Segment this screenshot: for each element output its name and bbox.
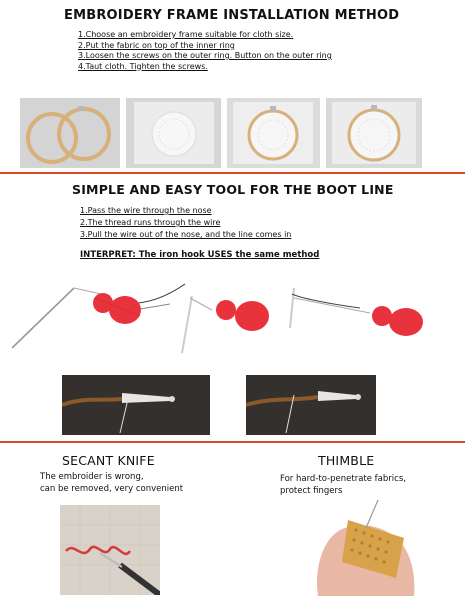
section2-step-2: 2.The thread runs through the wire (80, 218, 221, 227)
knife-title: SECANT KNIFE (62, 453, 155, 468)
photo-outer-ring (227, 98, 320, 168)
section1-step-3: 3.Loosen the screws on the outer ring. Button on the outer ring (78, 51, 332, 60)
section2-step-3: 3.Pull the wire out of the nose, and the line comes in (80, 230, 292, 239)
divider-2 (0, 441, 465, 443)
photo-threader-demo-2 (246, 375, 376, 435)
photo-fabric-on-ring (126, 98, 221, 168)
section1-steps (78, 30, 332, 72)
thimble-text-line-1: For hard-to-penetrate fabrics, (280, 474, 406, 484)
interpret-note: INTERPRET: The iron hook USES the same method (80, 250, 320, 260)
section2-step-1: 1.Pass the wire through the nose (80, 206, 212, 215)
photo-secant-knife (60, 505, 160, 595)
thimble-title: THIMBLE (318, 453, 375, 468)
section1-step-4: 4.Taut cloth. Tighten the screws. (78, 61, 208, 71)
photo-taut-cloth (326, 98, 422, 168)
photo-thimble (308, 500, 424, 596)
knife-description (40, 471, 183, 495)
section1-step-2: 2.Put the fabric on top of the inner ring (78, 40, 235, 50)
section2-steps (80, 205, 291, 241)
threader-illustration (0, 268, 465, 358)
thimble-text-line-2: protect fingers (280, 486, 343, 496)
photo-threader-demo-1 (62, 375, 210, 435)
divider-1 (0, 172, 465, 174)
section1-step-1: 1.Choose an embroidery frame suitable for cloth size. (78, 30, 294, 39)
knife-text-line-2: can be removed, very convenient (40, 484, 184, 494)
section2-title: SIMPLE AND EASY TOOL FOR THE BOOT LINE (72, 182, 394, 197)
photo-hoop-rings (20, 98, 120, 168)
section1-title: EMBROIDERY FRAME INSTALLATION METHOD (64, 8, 400, 23)
thimble-description (280, 473, 406, 497)
knife-text-line-1: The embroider is wrong, (40, 472, 144, 482)
